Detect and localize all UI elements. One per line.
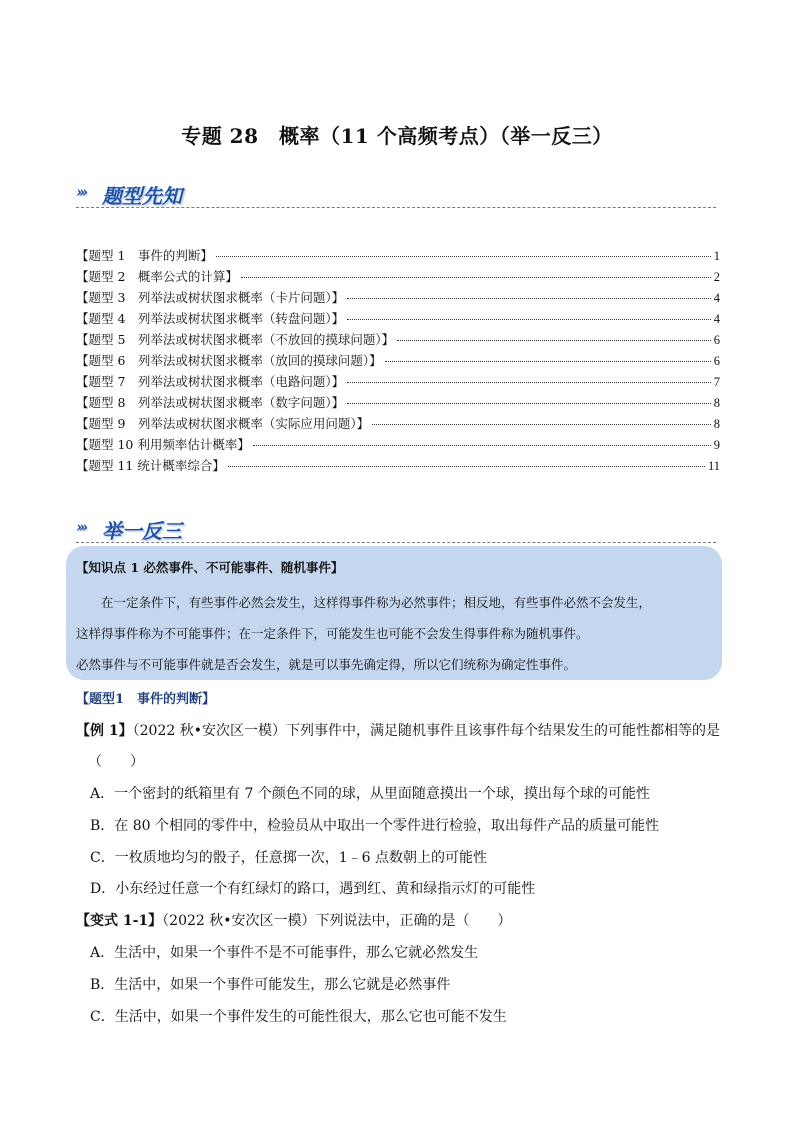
toc-item[interactable] xyxy=(76,309,720,330)
banner-label: 题型先知 xyxy=(102,184,182,208)
knowledge-paragraph: 必然事件与不可能事件就是否会发生，就是可以事先确定得，所以它们统称为确定性事件。 xyxy=(76,657,577,672)
toc-page-number: 4 xyxy=(713,312,720,326)
answer-paren: （ ） xyxy=(88,754,144,770)
option-a[interactable]: A．一个密封的纸箱里有 7 个颜色不同的球，从里面随意摸出一个球，摸出每个球的可能性 xyxy=(90,786,650,802)
section-banner-practice xyxy=(76,516,716,546)
toc-leader xyxy=(347,319,711,320)
toc-page-number: 8 xyxy=(713,417,720,431)
toc-item[interactable] xyxy=(76,267,720,288)
knowledge-paragraph: 这样得事件称为不可能事件；在一定条件下，可能发生也可能不会发生得事件称为随机事件。 xyxy=(76,626,589,641)
variant-question xyxy=(76,910,726,930)
toc-item-label: 【题型 6 列举法或树状图求概率（放回的摸球问题）】 xyxy=(76,353,382,368)
example-question xyxy=(76,720,726,740)
toc-item[interactable] xyxy=(76,435,720,456)
toc-page-number: 11 xyxy=(707,459,720,473)
toc-item-label: 【题型 1 事件的判断】 xyxy=(76,248,213,263)
toc-item[interactable] xyxy=(76,372,720,393)
toc-page-number: 1 xyxy=(713,249,720,263)
option-a[interactable]: A．生活中，如果一个事件不是不可能事件，那么它就必然发生 xyxy=(90,945,479,961)
question-type-heading: 【题型1 事件的判断】 xyxy=(76,692,216,707)
toc-page-number: 7 xyxy=(713,375,720,389)
toc-leader xyxy=(216,256,711,257)
example-tag: 【例 1】 xyxy=(76,723,133,739)
option-b[interactable]: B．生活中，如果一个事件可能发生，那么它就是必然事件 xyxy=(90,977,451,993)
banner-arrows-icon: ››› xyxy=(76,183,85,201)
example-stem: （2022 秋•安次区一模）下列事件中，满足随机事件且该事件每个结果发生的可能性都相等的是 xyxy=(132,723,720,739)
page-title: 专题 28 概率（11 个高频考点）（举一反三） xyxy=(181,124,613,148)
toc-item[interactable] xyxy=(76,456,720,477)
toc-page-number: 8 xyxy=(713,396,720,410)
toc-leader xyxy=(347,298,711,299)
variant-stem: （2022 秋•安次区一模）下列说法中，正确的是（ ） xyxy=(162,913,512,929)
toc-item-label: 【题型 4 列举法或树状图求概率（转盘问题）】 xyxy=(76,311,345,326)
table-of-contents xyxy=(76,246,720,477)
toc-item[interactable] xyxy=(76,393,720,414)
toc-item[interactable] xyxy=(76,330,720,351)
toc-leader xyxy=(385,361,711,362)
toc-leader xyxy=(397,340,711,341)
banner-arrows-icon: ››› xyxy=(76,518,85,536)
toc-item[interactable] xyxy=(76,351,720,372)
option-b[interactable]: B．在 80 个相同的零件中，检验员从中取出一个零件进行检验，取出每件产品的质量可能性 xyxy=(90,818,660,834)
toc-item[interactable] xyxy=(76,414,720,435)
toc-leader xyxy=(347,403,711,404)
toc-leader xyxy=(241,277,711,278)
option-c[interactable]: C．生活中，如果一个事件发生的可能性很大，那么它也可能不发生 xyxy=(90,1009,507,1025)
toc-item-label: 【题型 5 列举法或树状图求概率（不放回的摸球问题）】 xyxy=(76,332,395,347)
toc-page-number: 9 xyxy=(713,438,720,452)
toc-leader xyxy=(253,445,711,446)
toc-leader xyxy=(347,382,711,383)
toc-item-label: 【题型 3 列举法或树状图求概率（卡片问题）】 xyxy=(76,290,345,305)
variant-tag: 【变式 1-1】 xyxy=(76,913,163,929)
banner-divider xyxy=(76,542,716,543)
toc-item-label: 【题型 9 列举法或树状图求概率（实际应用问题）】 xyxy=(76,416,370,431)
toc-page-number: 6 xyxy=(713,333,720,347)
toc-item[interactable] xyxy=(76,288,720,309)
toc-page-number: 2 xyxy=(713,270,720,284)
option-d[interactable]: D．小东经过任意一个有红绿灯的路口，遇到红、黄和绿指示灯的可能性 xyxy=(90,881,536,897)
knowledge-point-box xyxy=(66,546,722,680)
toc-item-label: 【题型 10 利用频率估计概率】 xyxy=(76,437,250,452)
toc-page-number: 6 xyxy=(713,354,720,368)
toc-item[interactable] xyxy=(76,246,720,267)
knowledge-heading: 【知识点 1 必然事件、不可能事件、随机事件】 xyxy=(76,560,344,575)
toc-item-label: 【题型 7 列举法或树状图求概率（电路问题）】 xyxy=(76,374,345,389)
knowledge-paragraph: 在一定条件下，有些事件必然会发生，这样得事件称为必然事件；相反地，有些事件必然不会发生， xyxy=(101,595,652,610)
banner-divider xyxy=(76,207,716,208)
banner-label: 举一反三 xyxy=(102,519,182,543)
toc-leader xyxy=(228,466,705,467)
toc-item-label: 【题型 8 列举法或树状图求概率（数字问题）】 xyxy=(76,395,345,410)
section-banner-preview xyxy=(76,181,716,211)
toc-item-label: 【题型 11 统计概率综合】 xyxy=(76,458,225,473)
option-c[interactable]: C．一枚质地均匀的骰子，任意掷一次，1﹣6 点数朝上的可能性 xyxy=(90,850,487,866)
toc-item-label: 【题型 2 概率公式的计算】 xyxy=(76,269,238,284)
toc-leader xyxy=(372,424,711,425)
toc-page-number: 4 xyxy=(713,291,720,305)
